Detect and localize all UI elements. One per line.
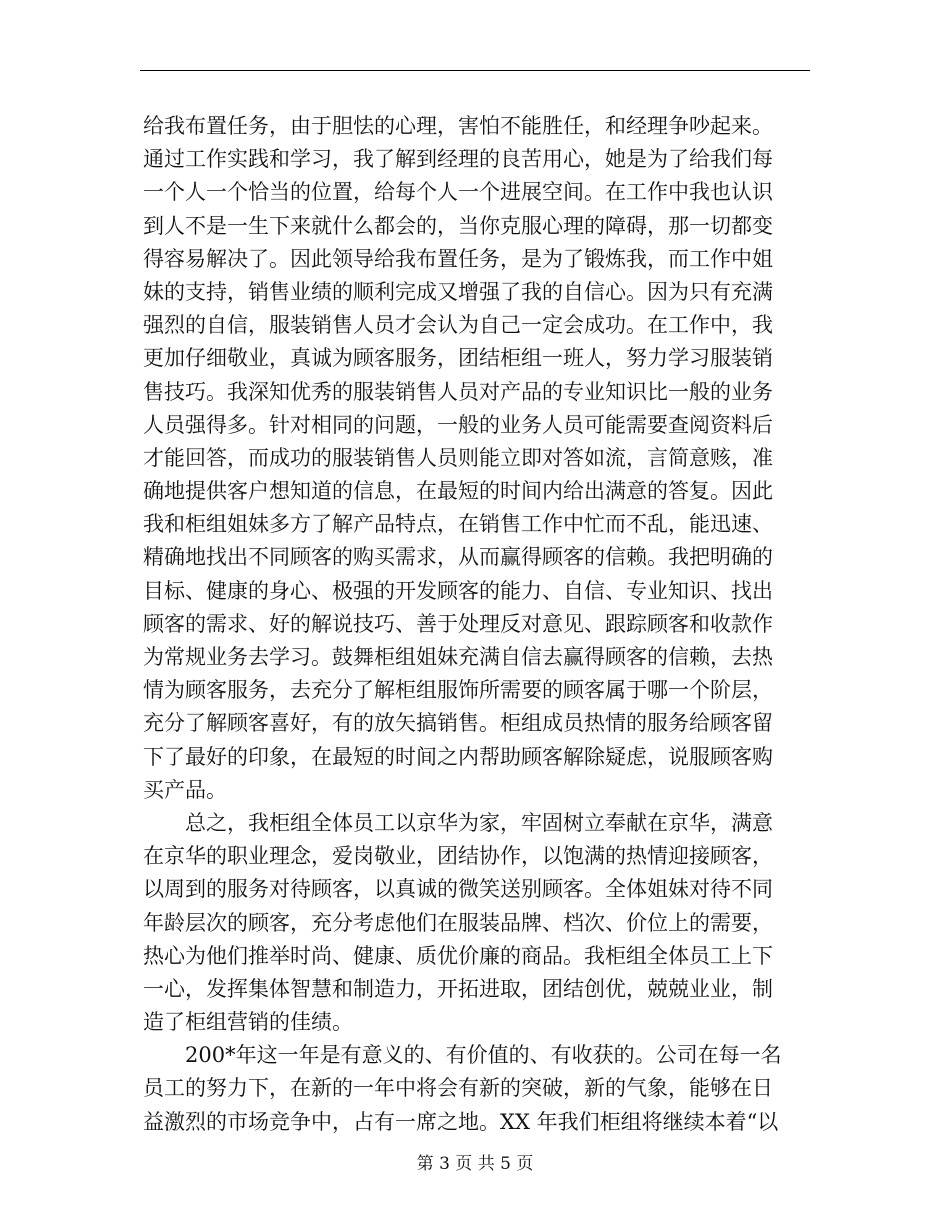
text-line: 到人不是一生下来就什么都会的，当你克服心理的障碍，那一切都变 [143,213,773,238]
text-line: 一心，发挥集体智慧和制造力，开拓进取，团结创优，兢兢业业，制 [143,976,773,1001]
text-line: 200*年这一年是有意义的、有价值的、有收获的。公司在每一名 [143,1043,782,1068]
document-body [143,110,813,1139]
text-line: 为常规业务去学习。鼓舞柜组姐妹充满自信去赢得顾客的信赖，去热 [143,645,773,669]
text-line: 年龄层次的顾客，充分考虑他们在服装品牌、档次、价位上的需要， [143,910,773,935]
text-line: 售技巧。我深知优秀的服装销售人员对产品的专业知识比一般的业务 [143,379,773,404]
text-line: 造了柜组营销的佳绩。 [143,1010,353,1035]
text-line: 妹的支持，销售业绩的顺利完成又增强了我的自信心。因为只有充满 [143,279,773,304]
text-line: 一个人一个恰当的位置，给每个人一个进展空间。在工作中我也认识 [143,180,773,205]
text-line: 得容易解决了。因此领导给我布置任务，是为了锻炼我，而工作中姐 [143,246,773,271]
text-line: 目标、健康的身心、极强的开发顾客的能力、自信、专业知识、找出 [143,578,773,603]
text-line: 热心为他们推举时尚、健康、质优价廉的商品。我柜组全体员工上下 [143,943,773,968]
text-line: 充分了解顾客喜好，有的放矢搞销售。柜组成员热情的服务给顾客留 [143,711,773,736]
text-line: 益激烈的市场竞争中，占有一席之地。XX 年我们柜组将继续本着“以 [143,1109,779,1134]
text-line: 才能回答，而成功的服装销售人员则能立即对答如流，言简意赅，准 [143,445,773,470]
text-line: 强烈的自信，服装销售人员才会认为自己一定会成功。在工作中，我 [143,313,773,338]
text-line: 在京华的职业理念，爱岗敬业，团结协作，以饱满的热情迎接顾客， [143,844,773,869]
text-line: 以周到的服务对待顾客，以真诚的微笑送别顾客。全体姐妹对待不同 [143,877,773,902]
text-line: 通过工作实践和学习，我了解到经理的良苦用心，她是为了给我们每 [143,147,773,172]
text-line: 给我布置任务，由于胆怯的心理，害怕不能胜任，和经理争吵起来。 [143,114,773,138]
page-footer: 第 3 页 共 5 页 [416,1154,534,1174]
text-line: 确地提供客户想知道的信息，在最短的时间内给出满意的答复。因此 [143,479,773,504]
text-line: 人员强得多。针对相同的问题，一般的业务人员可能需要查阅资料后 [143,412,773,437]
text-line: 总之，我柜组全体员工以京华为家，牢固树立奉献在京华，满意 [143,810,773,835]
text-line: 员工的努力下，在新的一年中将会有新的突破，新的气象，能够在日 [143,1076,773,1101]
text-line: 情为顾客服务，去充分了解柜组服饰所需要的顾客属于哪一个阶层， [143,678,773,703]
text-line: 我和柜组姐妹多方了解产品特点，在销售工作中忙而不乱，能迅速、 [143,512,773,537]
text-line: 更加仔细敬业，真诚为顾客服务，团结柜组一班人，努力学习服装销 [143,346,773,371]
text-line: 下了最好的印象，在最短的时间之内帮助顾客解除疑虑，说服顾客购 [143,744,773,769]
text-line: 精确地找出不同顾客的购买需求，从而赢得顾客的信赖。我把明确的 [143,545,773,570]
header-rule [140,70,810,71]
text-line: 顾客的需求、好的解说技巧、善于处理反对意见、跟踪顾客和收款作 [143,611,773,636]
text-line: 买产品。 [143,777,227,802]
